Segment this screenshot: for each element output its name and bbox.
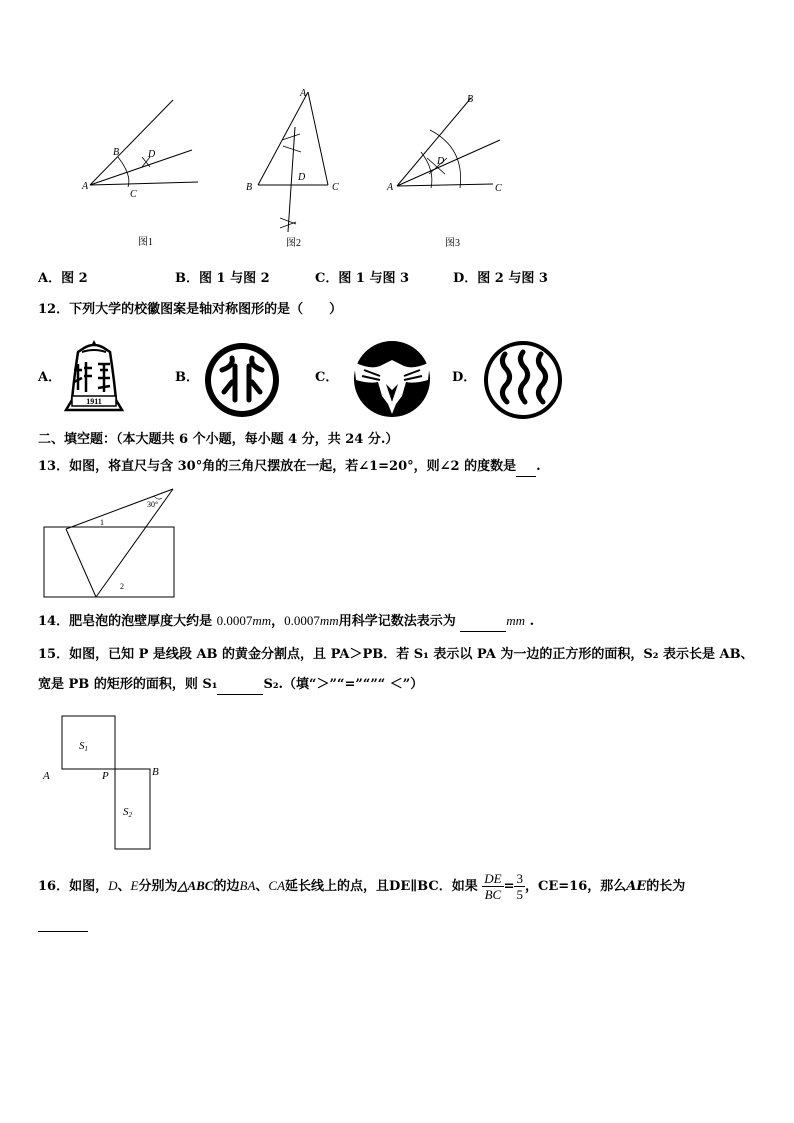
fig3-label-d: D [437, 156, 445, 167]
q12-option-b-label[interactable]: B． [175, 370, 199, 385]
q16-ba: BA [239, 878, 256, 893]
q13-stem-before: 13．如图，将直尺与含 30°角的三角尺摆放在一起，若∠1=20°，则∠2 的度数是 [38, 459, 517, 474]
q13-stem-after: . [536, 459, 541, 474]
q15-line2-after: S₂.（填“＞”“=”“”“ ＜”） [263, 677, 424, 692]
fig1-label-d: D [148, 149, 156, 160]
q16-triangle: △ABC [177, 878, 214, 893]
q16-mid4: ．如果 [438, 879, 478, 894]
fig3-label-a: A [387, 182, 394, 193]
fig2-label-a: A [300, 88, 307, 99]
q15-label-b: B [152, 766, 159, 778]
q16-eq: = [503, 879, 515, 894]
q15-line1: 15．如图，已知 P 是线段 AB 的黄金分割点，且 PA＞PB．若 S₁ 表示以 PA 为一边的正方形的面积，S₂ 表示长是 AB、 [38, 647, 754, 662]
q16-fraction-de-bc [482, 871, 503, 902]
q15-s2-sub: 2 [128, 811, 132, 819]
q14-sep: ， [271, 614, 285, 629]
q12-option-a-label[interactable]: A． [38, 370, 62, 385]
q14-stem [38, 612, 534, 632]
fig1-label-c: C [130, 189, 137, 200]
q16-d: D [108, 878, 118, 893]
q16-frac2-num: 3 [516, 871, 523, 886]
q14-value1: 0.0007 [216, 613, 253, 628]
fig3-label-b: B [467, 94, 474, 105]
q13-label-1: 1 [100, 518, 104, 527]
q16-mid5: ， [524, 879, 538, 894]
q16-e: E [130, 878, 139, 893]
q14-stem-after: . [529, 614, 535, 629]
q16-ca: CA [268, 878, 286, 893]
q12-option-d-label[interactable]: D． [452, 370, 477, 385]
figure-2 [238, 82, 358, 257]
q11-options [38, 270, 758, 288]
q16-frac1-den: BC [484, 887, 502, 902]
q14-answer-blank[interactable] [460, 613, 506, 632]
q12-stem: 12．下列大学的校徽图案是轴对称图形的是（ ） [38, 302, 343, 317]
q16-parallel: DE∥BC [389, 879, 439, 894]
section-heading: 二、填空题：（本大题共 6 个小题，每小题 4 分，共 24 分.） [38, 432, 399, 447]
fig2-label-c: C [332, 182, 339, 193]
q15-line2 [38, 676, 423, 695]
q15-s1-letter: S [79, 740, 85, 752]
q16-frac2-den: 5 [516, 887, 523, 902]
emblem-c-eagle[interactable] [350, 340, 434, 418]
q16-stem [38, 867, 685, 906]
q15-s2-letter: S [123, 806, 129, 818]
q16-ae: AE [626, 879, 647, 894]
q15-line2-before: 宽是 PB 的矩形的面积，则 S₁ [38, 677, 218, 692]
q12-option-c-label[interactable]: C． [315, 370, 339, 385]
fig2-caption: 图2 [286, 238, 301, 249]
q14-value2: 0.0007 [284, 613, 320, 628]
fig3-label-c: C [495, 183, 502, 194]
q15-answer-blank[interactable] [217, 676, 263, 695]
q13-answer-blank[interactable] [516, 458, 536, 477]
figure-1 [80, 95, 210, 255]
q11-option-d[interactable]: D．图 2 与图 3 [453, 271, 548, 286]
q16-mid2: 的边 [213, 879, 240, 894]
q15-s1-sub: 1 [84, 745, 88, 753]
q16-answer-blank[interactable] [38, 930, 88, 932]
fig1-label-b: B [113, 147, 120, 158]
q16-fraction-3-5 [514, 871, 525, 902]
q14-unit2: mm [319, 613, 339, 628]
q16-mid1: 分别为 [138, 879, 178, 894]
q15-s2 [123, 806, 133, 819]
q16-stem-after: ，那么 [587, 879, 627, 894]
q13-figure [40, 485, 180, 600]
q11-option-c[interactable]: C．图 1 与图 3 [315, 271, 410, 286]
q16-tail: 的长为 [646, 879, 686, 894]
q14-stem-mid: 用科学记数法表示为 [338, 614, 456, 629]
q14-unit1: mm [252, 613, 272, 628]
fig2-label-b: B [246, 182, 253, 193]
q15-s1 [79, 740, 88, 753]
q15-label-p: P [102, 770, 109, 782]
q16-frac1-num: DE [484, 871, 502, 886]
q13-stem [38, 458, 541, 477]
fig2-label-d: D [298, 172, 306, 183]
q16-sep2: 、 [255, 879, 269, 894]
emblem-a-year: 1911 [86, 397, 102, 406]
q14-unit3: mm [506, 613, 526, 628]
fig1-caption: 图1 [138, 237, 153, 248]
emblem-d-waves[interactable] [483, 340, 563, 420]
q15-label-a: A [43, 770, 50, 782]
figure-3 [385, 88, 515, 253]
q11-option-b[interactable]: B．图 1 与图 2 [175, 271, 270, 286]
q14-stem-before: 14．肥皂泡的泡壁厚度大约是 [38, 614, 213, 629]
q13-label-2: 2 [120, 582, 124, 591]
q16-stem-before: 16．如图， [38, 879, 109, 894]
emblem-a-bell[interactable] [64, 338, 124, 420]
q13-angle-label: 30° [147, 500, 159, 509]
emblem-b-circle[interactable] [202, 340, 282, 420]
q16-mid3: 延长线上的点，且 [285, 879, 390, 894]
fig1-label-a: A [82, 181, 89, 192]
q16-ce: CE=16 [538, 879, 588, 894]
q11-option-a[interactable]: A．图 2 [38, 271, 88, 286]
fig3-caption: 图3 [445, 238, 460, 249]
q15-figure [38, 712, 173, 854]
q16-sep1: 、 [117, 879, 131, 894]
